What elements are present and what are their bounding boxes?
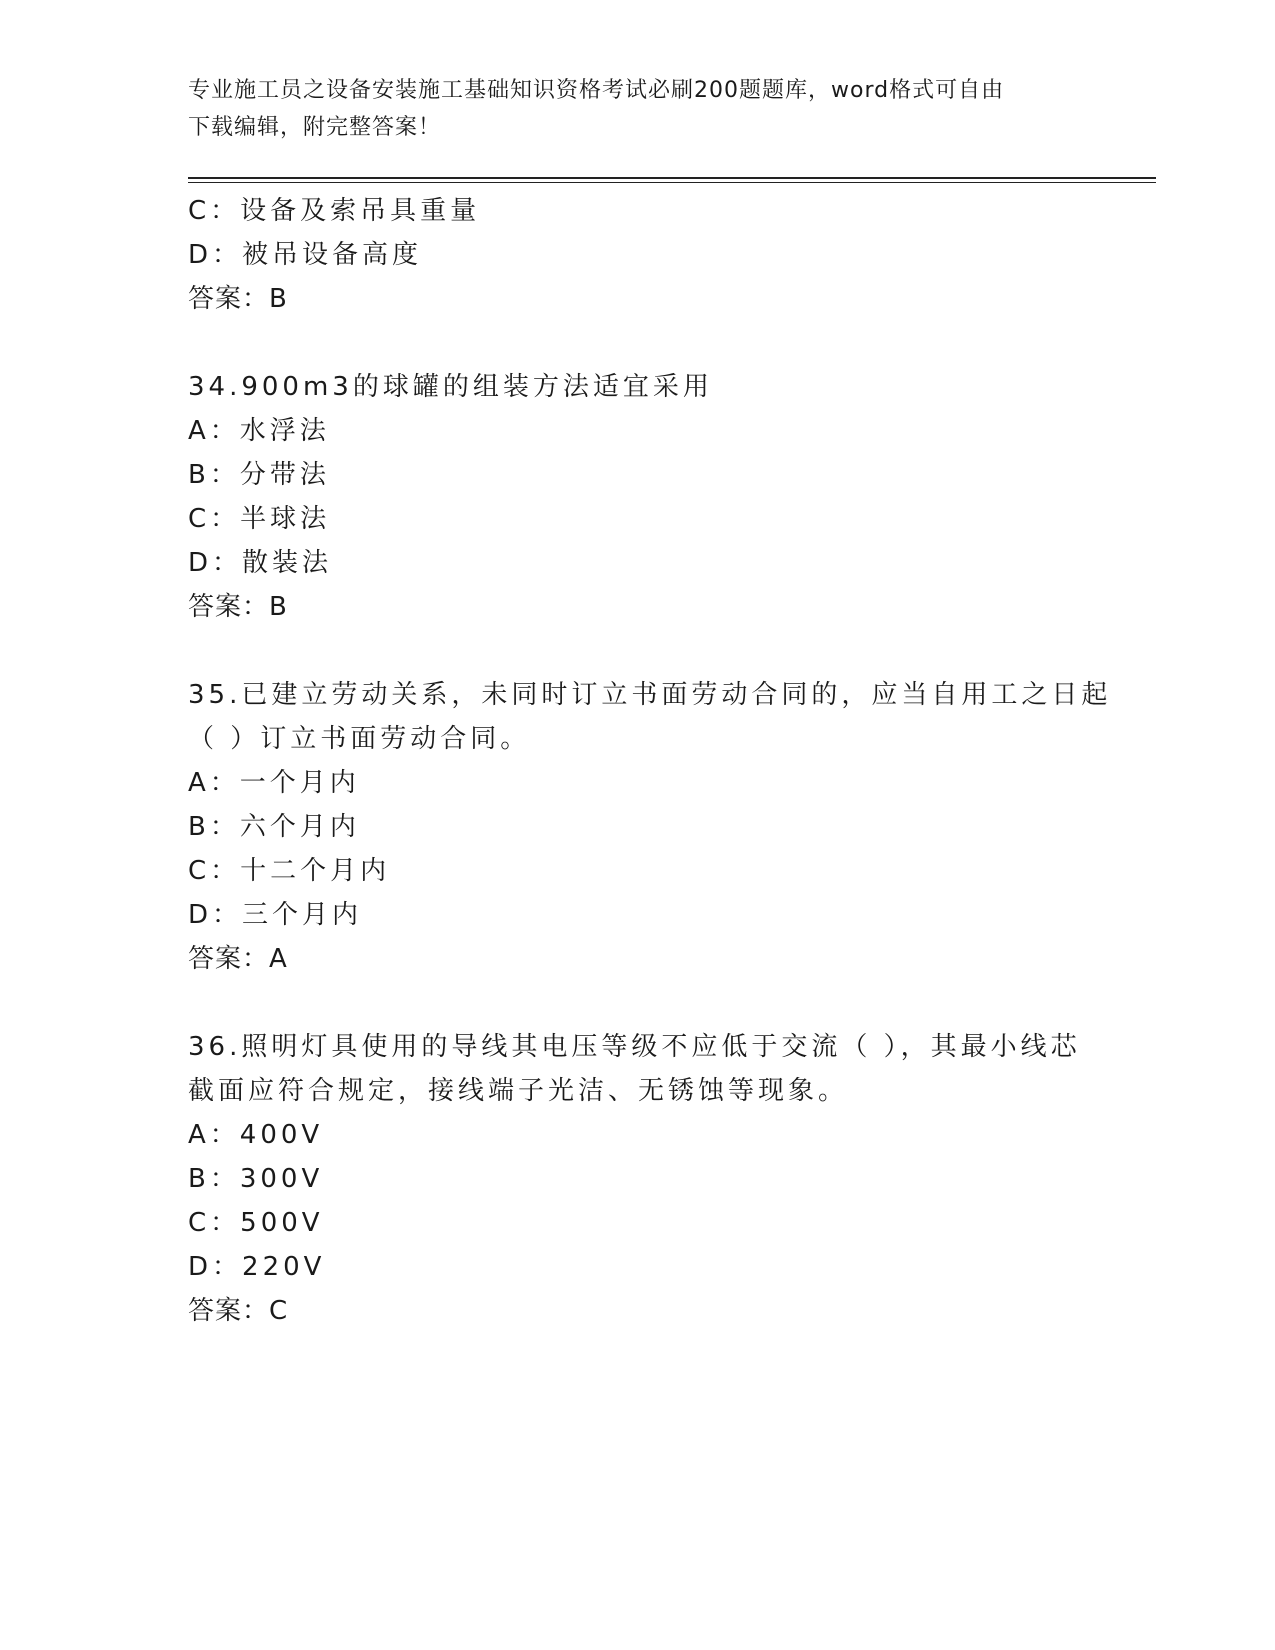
q35-stem-line-1: 35.已建立劳动关系，未同时订立书面劳动合同的，应当自用工之日起 — [188, 680, 1112, 710]
q36-option-d: D：220V — [188, 1252, 326, 1282]
q35-option-c: C：十二个月内 — [188, 856, 391, 886]
header-divider-thick — [188, 177, 1156, 179]
q35-option-a: A：一个月内 — [188, 768, 360, 798]
q34-option-d: D：散装法 — [188, 548, 333, 578]
header-line-1: 专业施工员之设备安装施工基础知识资格考试必刷200题题库，word格式可自由 — [188, 78, 1005, 103]
q36-stem-line-1: 36.照明灯具使用的导线其电压等级不应低于交流（ ），其最小线芯 — [188, 1032, 1081, 1062]
q36-option-b: B：300V — [188, 1164, 324, 1194]
q33-answer: 答案：B — [188, 284, 288, 314]
q35-option-b: B：六个月内 — [188, 812, 360, 842]
q36-stem-line-2: 截面应符合规定，接线端子光洁、无锈蚀等现象。 — [188, 1076, 849, 1106]
q36-option-a: A：400V — [188, 1120, 324, 1150]
q35-stem-line-2: （ ）订立书面劳动合同。 — [188, 724, 531, 754]
q36-answer: 答案：C — [188, 1296, 289, 1326]
header-line-2: 下载编辑，附完整答案！ — [188, 115, 442, 140]
q36-option-c: C：500V — [188, 1208, 324, 1238]
q33-option-c: C：设备及索吊具重量 — [188, 196, 481, 226]
q35-option-d: D：三个月内 — [188, 900, 363, 930]
q34-stem: 34.900m3的球罐的组装方法适宜采用 — [188, 372, 713, 402]
q33-option-d: D：被吊设备高度 — [188, 240, 423, 270]
q34-option-c: C：半球法 — [188, 504, 331, 534]
q34-answer: 答案：B — [188, 592, 288, 622]
q34-option-a: A：水浮法 — [188, 416, 330, 446]
q35-answer: 答案：A — [188, 944, 288, 974]
q34-option-b: B：分带法 — [188, 460, 330, 490]
header-divider-thin — [188, 182, 1156, 183]
document-header — [188, 72, 1088, 146]
